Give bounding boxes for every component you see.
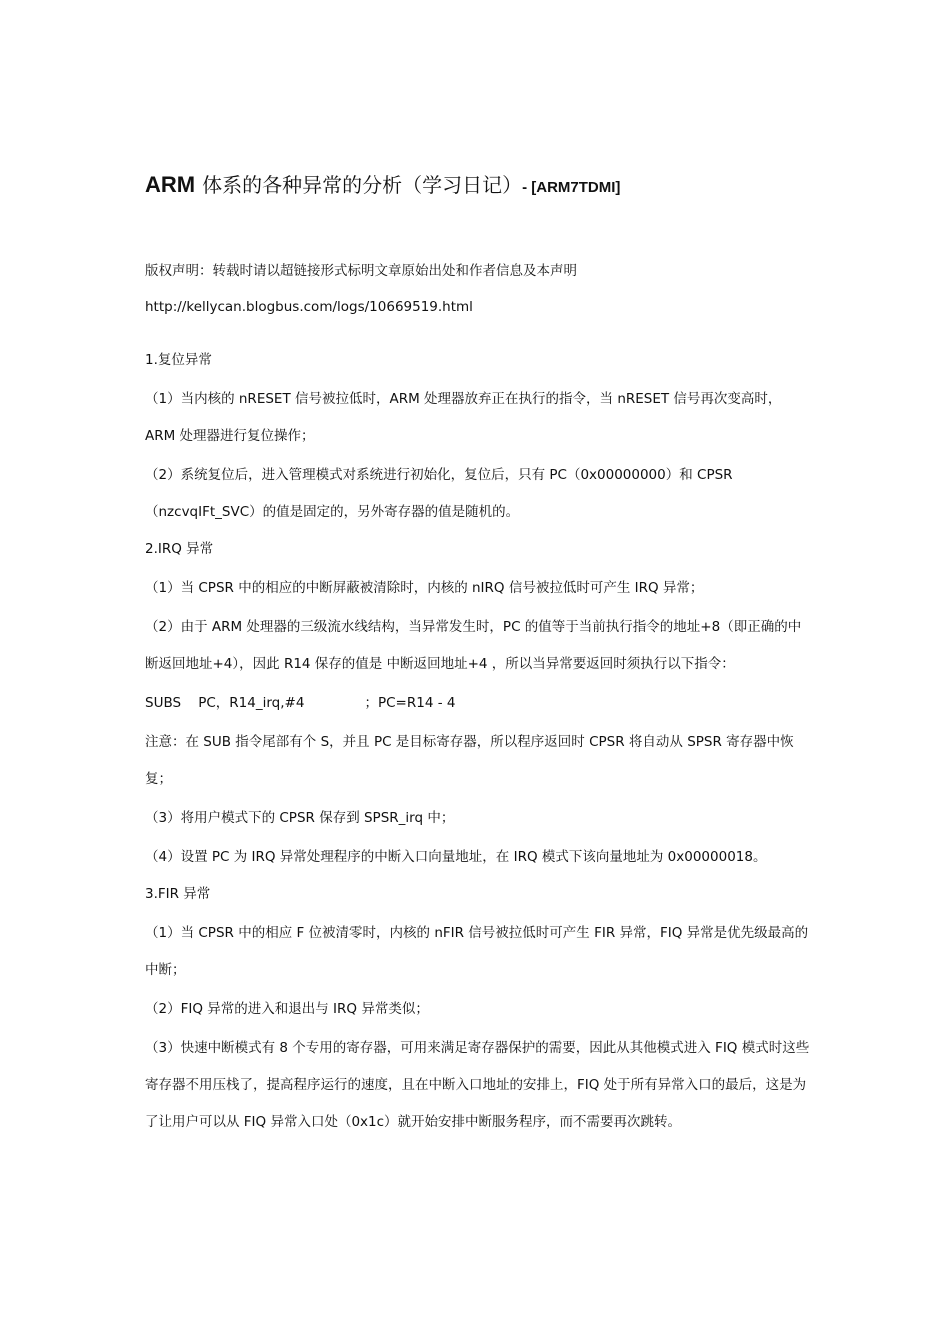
title-tag: - [ARM7TDMI] bbox=[522, 179, 621, 196]
section-heading-fir: 3.FIR 异常 bbox=[145, 886, 211, 902]
title-prefix: ARM bbox=[145, 172, 196, 197]
paragraph: （4）设置 PC 为 IRQ 异常处理程序的中断入口向量地址，在 IRQ 模式下该向量地址为 0x00000018。 bbox=[145, 849, 767, 865]
paragraph: （3）快速中断模式有 8 个专用的寄存器，可用来满足寄存器保护的需要，因此从其他模式进入 FIQ 模式时这些寄存器不用压栈了，提高程序运行的速度，且在中断入口地址的安排上，FIQ 处于所有异常入口的最后，这是为了让用户可以从 FIQ 异常入口处（0x1c）就开始安排中断服务程序，而不需要再次跳转。 bbox=[145, 1040, 810, 1130]
code-line: SUBS PC，R14_irq,#4 ；PC=R14 - 4 bbox=[145, 695, 456, 711]
title-main: 体系的各种异常的分析（学习日记） bbox=[202, 173, 523, 197]
document-title bbox=[145, 168, 810, 205]
section-heading-reset: 1.复位异常 bbox=[145, 352, 212, 368]
paragraph: （3）将用户模式下的 CPSR 保存到 SPSR_irq 中； bbox=[145, 810, 455, 826]
paragraph: （1）当 CPSR 中的相应 F 位被清零时，内核的 nFIR 信号被拉低时可产生 FIR 异常，FIQ 异常是优先级最高的中断； bbox=[145, 925, 809, 978]
paragraph: （1）当内核的 nRESET 信号被拉低时，ARM 处理器放弃正在执行的指令，当 nRESET 信号再次变高时，ARM 处理器进行复位操作； bbox=[145, 391, 782, 444]
paragraph: （1）当 CPSR 中的相应的中断屏蔽被清除时，内核的 nIRQ 信号被拉低时可产生 IRQ 异常； bbox=[145, 580, 704, 596]
source-url: http://kellycan.blogbus.com/logs/10669519.html bbox=[145, 299, 473, 315]
paragraph: （2）系统复位后，进入管理模式对系统进行初始化，复位后，只有 PC（0x00000000）和 CPSR（nzcvqIFt_SVC）的值是固定的，另外寄存器的值是随机的。 bbox=[145, 467, 733, 520]
paragraph: （2）由于 ARM 处理器的三级流水线结构，当异常发生时，PC 的值等于当前执行指令的地址+8（即正确的中断返回地址+4），因此 R14 保存的值是 中断返回地址+4 ，所以当异常要返回时须执行以下指令： bbox=[145, 619, 802, 672]
section-heading-irq: 2.IRQ 异常 bbox=[145, 541, 214, 557]
paragraph: 注意：在 SUB 指令尾部有个 S，并且 PC 是目标寄存器，所以程序返回时 CPSR 将自动从 SPSR 寄存器中恢复； bbox=[145, 734, 794, 787]
document-page bbox=[145, 168, 810, 1141]
paragraph: （2）FIQ 异常的进入和退出与 IRQ 异常类似； bbox=[145, 1001, 429, 1017]
copyright-notice: 版权声明：转载时请以超链接形式标明文章原始出处和作者信息及本声明 bbox=[145, 263, 577, 279]
